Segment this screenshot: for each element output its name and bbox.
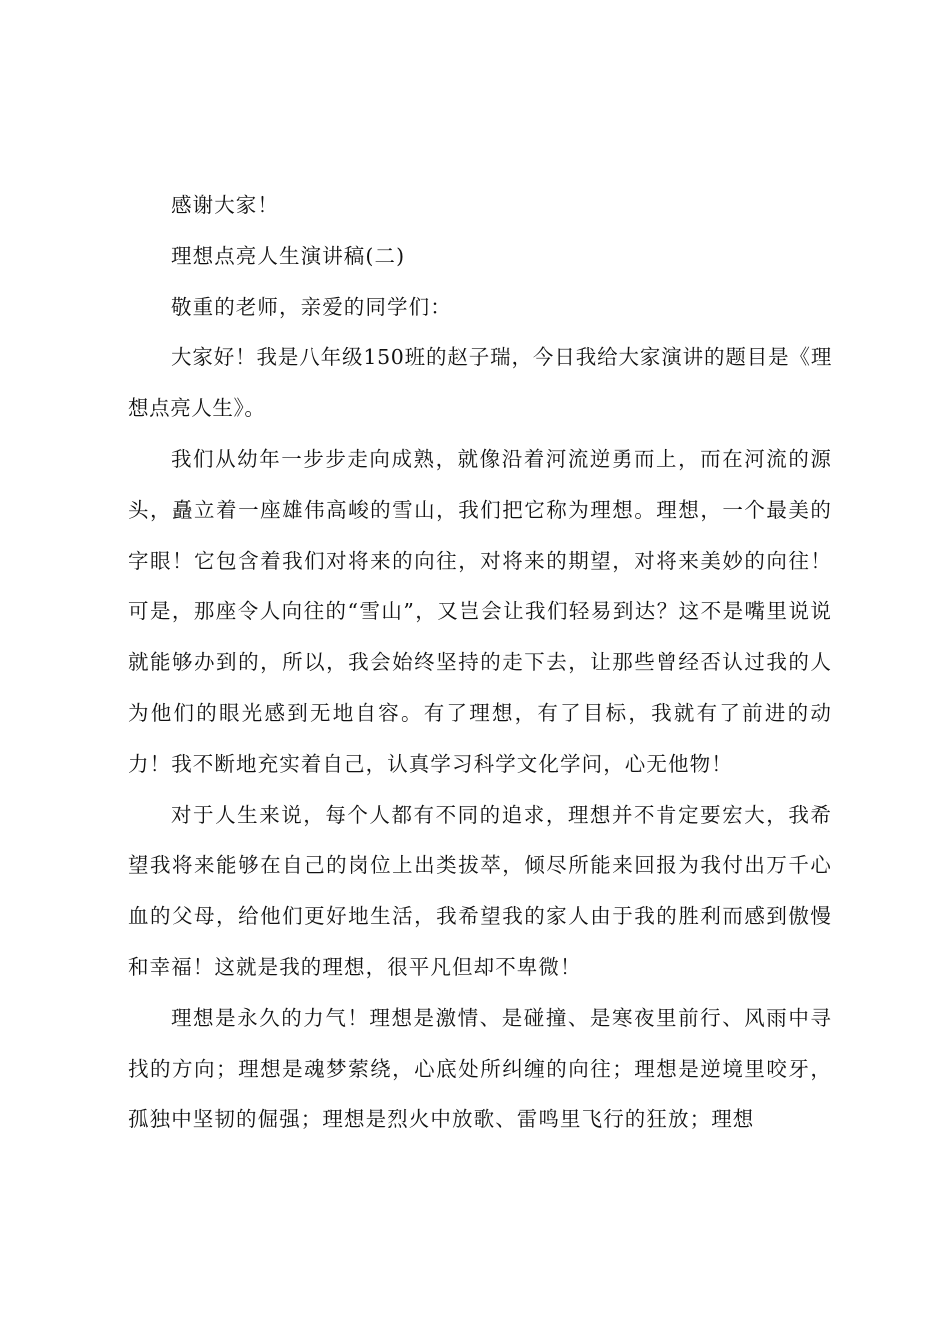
speech-title: 理想点亮人生演讲稿(二) — [171, 243, 406, 268]
paragraph-body-2: 对于人生来说，每个人都有不同的追求，理想并不肯定要宏大，我希望我将来能够在自己的岗位上出类拔萃，倾尽所能来回报为我付出万千心血的父母，给他们更好地生活，我希望我的家人由于我的胜利而感到傲慢和幸福！这就是我的理想，很平凡但却不卑微！ — [128, 802, 832, 979]
closing-thanks: 感谢大家！ — [171, 193, 279, 217]
paragraph-body-3: 理想是永久的力气！理想是激情、是碰撞、是寒夜里前行、风雨中寻找的方向；理想是魂梦萦绕，心底处所纠缠的向往；理想是逆境里咬牙，孤独中坚韧的倔强；理想是烈火中放歌、雷鸣里飞行的狂放；理想 — [128, 1005, 832, 1132]
salutation: 敬重的老师，亲爱的同学们： — [171, 294, 452, 319]
document-body — [128, 180, 832, 1145]
paragraph-body-1: 我们从幼年一步步走向成熟，就像沿着河流逆勇而上，而在河流的源头，矗立着一座雄伟高峻的雪山，我们把它称为理想。理想，一个最美的字眼！它包含着我们对将来的向往，对将来的期望，对将来美妙的向往！可是，那座令人向往的“雪山”，又岂会让我们轻易到达？这不是嘴里说说就能够办到的，所以，我会始终坚持的走下去，让那些曾经否认过我的人为他们的眼光感到无地自容。有了理想，有了目标，我就有了前进的动力！我不断地充实着自己，认真学习科学文化学问，心无他物！ — [128, 446, 832, 776]
paragraph-greeting: 大家好！我是八年级150班的赵子瑞，今日我给大家演讲的题目是《理想点亮人生》。 — [128, 345, 832, 421]
